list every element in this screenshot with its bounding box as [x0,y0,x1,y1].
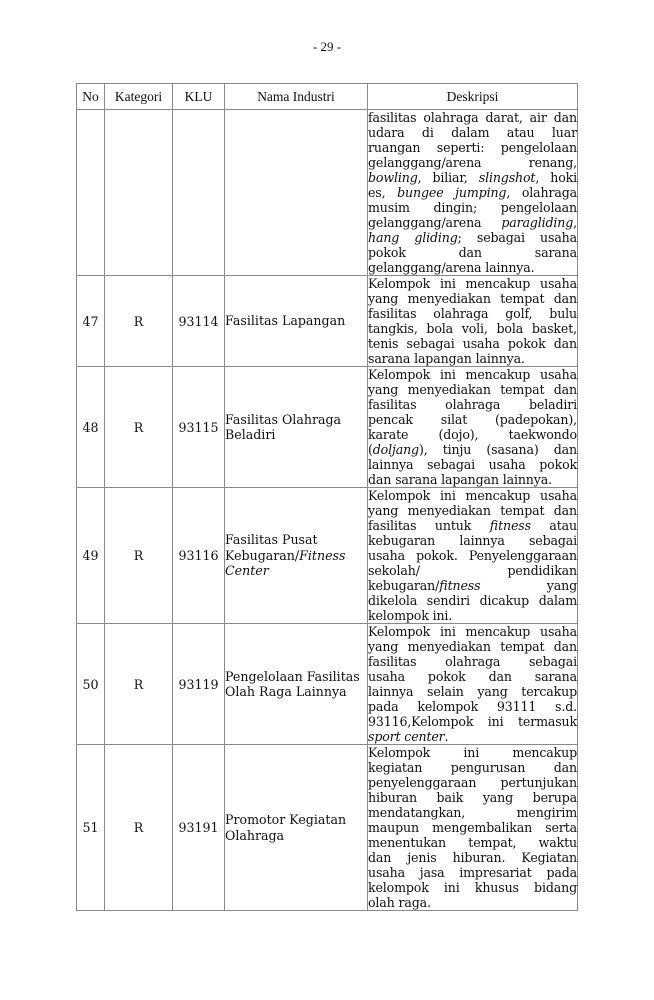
cell-nama-industri [225,624,368,745]
text-run: pencak silat (padepokan), [368,412,577,427]
cell-kategori: R [105,488,173,624]
deskripsi-line [368,427,577,442]
text-run: Kelompok ini mencakup usaha [368,367,577,382]
deskripsi-line [368,865,577,880]
text-run: sarana lapangan lainnya. [368,351,525,366]
deskripsi-line [368,215,577,230]
deskripsi-line [368,488,577,503]
cell-no: 51 [77,745,105,911]
text-run: gelanggang/arena [368,215,502,230]
cell-nama-industri [225,745,368,911]
deskripsi-line [368,397,577,412]
nama-line [225,427,367,443]
text-run: ), tinju (sasana) dan [418,442,577,457]
italic-term: Center [225,563,269,579]
italic-term: doljang [372,442,419,457]
header-kategori: Kategori [105,84,173,110]
text-run: Pengelolaan Fasilitas [225,668,360,684]
deskripsi-line [368,880,577,895]
deskripsi-line [368,699,577,714]
deskripsi-line [368,729,577,744]
deskripsi-line [368,533,577,548]
deskripsi-line [368,624,577,639]
text-run: kebugaran lainnya sebagai [368,533,577,548]
deskripsi-line [368,125,577,140]
deskripsi-line [368,518,577,533]
deskripsi-line [368,367,577,382]
cell-nama-industri [225,276,368,367]
cell-deskripsi [368,276,578,367]
text-run: , biliar, [417,170,479,185]
nama-line [225,532,367,548]
text-run: Kebugaran/ [225,547,300,563]
cell-no [77,110,105,276]
text-run: fasilitas untuk [368,518,490,533]
deskripsi-line [368,548,577,563]
text-run: usaha pokok. Penyelenggaraan [368,548,577,563]
deskripsi-line [368,306,577,321]
italic-term: Fitness [299,547,346,563]
text-run: yang menyediakan tempat dan [368,291,577,306]
text-run: olah raga. [368,895,431,910]
deskripsi-line [368,412,577,427]
text-run: yang menyediakan tempat dan [368,503,577,518]
text-run: ; sebagai usaha [457,230,577,245]
deskripsi-line [368,895,577,910]
text-run: gelanggang/arena renang, [368,155,577,170]
text-run: lainnya selain yang tercakup [368,684,577,699]
text-run: Promotor Kegiatan [225,812,347,827]
cell-kategori: R [105,367,173,488]
cell-no: 49 [77,488,105,624]
header-klu: KLU [173,84,225,110]
table-row [77,488,578,624]
italic-term: slingshot [478,170,536,185]
text-run: yang [480,578,577,593]
deskripsi-line [368,805,577,820]
text-run: udara di dalam atau luar [368,125,577,140]
nama-line [225,412,367,428]
text-run: Kelompok ini mencakup [368,745,577,760]
text-run: lainnya sebagai usaha pokok [368,457,577,472]
deskripsi-line [368,291,577,306]
deskripsi-line [368,654,577,669]
text-run: . [444,729,449,744]
deskripsi-line [368,200,577,215]
text-run: hiburan baik yang berupa [368,790,577,805]
text-run: Fasilitas Pusat [225,532,318,548]
nama-line [225,684,367,700]
text-run: Fasilitas Lapangan [225,313,346,329]
text-run: pada kelompok 93111 s.d. [368,699,577,714]
cell-no: 48 [77,367,105,488]
nama-line [225,563,367,579]
italic-term: bowling [368,170,418,185]
deskripsi-line [368,745,577,760]
cell-klu: 93191 [173,745,225,911]
text-run: , hoki [535,170,577,185]
text-run: dan sarana lapangan lainnya. [368,472,552,487]
text-run: ( [368,442,373,457]
italic-term: bungee jumping [397,185,507,200]
deskripsi-line [368,850,577,865]
text-run: fasilitas olahraga sebagai [368,654,577,669]
deskripsi-line [368,669,577,684]
deskripsi-line [368,578,577,593]
text-run: atau [530,518,577,533]
cell-deskripsi [368,745,578,911]
text-run: karate (dojo), taekwondo [368,427,577,442]
nama-line [225,313,367,329]
text-run: fasilitas olahraga beladiri [368,397,577,412]
cell-klu: 93119 [173,624,225,745]
table-row [77,745,578,911]
italic-term: sport center [368,729,445,744]
text-run: 93116,Kelompok ini termasuk [368,714,577,729]
text-run: Kelompok ini mencakup usaha [368,624,577,639]
text-run: musim dingin; pengelolaan [368,200,577,215]
text-run: kegiatan pengurusan dan [368,760,577,775]
text-run: Kelompok ini mencakup usaha [368,276,577,291]
cell-klu [173,110,225,276]
text-run: tenis sebagai usaha pokok dan [368,336,577,351]
deskripsi-line [368,442,577,457]
text-run: dan jenis hiburan. Kegiatan [368,850,577,865]
italic-term: fitness [439,578,481,593]
text-run: kelompok ini khusus bidang [368,880,577,895]
cell-kategori: R [105,624,173,745]
nama-line [225,548,367,564]
deskripsi-line [368,185,577,200]
deskripsi-line [368,790,577,805]
deskripsi-line [368,155,577,170]
nama-line [225,812,367,828]
text-run: penyelenggaraan pertunjukan [368,775,577,790]
cell-deskripsi [368,367,578,488]
deskripsi-line [368,230,577,245]
table-header-row [77,84,578,110]
deskripsi-line [368,563,577,578]
text-run: usaha jasa impresariat pada [368,865,577,880]
header-deskripsi: Deskripsi [368,84,578,110]
text-run: Beladiri [225,427,276,442]
cell-nama-industri [225,488,368,624]
text-run: fasilitas olahraga darat, air dan [368,110,577,125]
deskripsi-line [368,110,577,125]
cell-deskripsi [368,624,578,745]
text-run: Fasilitas Olahraga [225,411,342,427]
text-run: fasilitas olahraga golf, bulu [368,306,577,321]
deskripsi-line [368,835,577,850]
deskripsi-line [368,820,577,835]
deskripsi-line [368,260,577,275]
text-run: ruangan seperti: pengelolaan [368,140,577,155]
deskripsi-line [368,593,577,608]
deskripsi-line [368,775,577,790]
deskripsi-line [368,351,577,366]
cell-klu: 93114 [173,276,225,367]
deskripsi-line [368,170,577,185]
text-run: menentukan tempat, waktu [368,835,577,850]
text-run: Kelompok ini mencakup usaha [368,488,577,503]
text-run: yang menyediakan tempat dan [368,382,577,397]
italic-term: paragliding [501,215,574,230]
header-nama-industri: Nama Industri [225,84,368,110]
cell-deskripsi [368,110,578,276]
deskripsi-line [368,608,577,623]
nama-line [225,669,367,685]
table-row [77,367,578,488]
text-run: kebugaran/ [368,578,440,593]
deskripsi-line [368,639,577,654]
deskripsi-line [368,140,577,155]
italic-term: fitness [489,518,531,533]
deskripsi-line [368,714,577,729]
cell-kategori: R [105,745,173,911]
nama-line [225,828,367,844]
deskripsi-line [368,472,577,487]
deskripsi-line [368,684,577,699]
cell-klu: 93116 [173,488,225,624]
cell-kategori: R [105,276,173,367]
text-run: gelanggang/arena lainnya. [368,260,535,275]
deskripsi-line [368,321,577,336]
header-no: No [77,84,105,110]
text-run: maupun mengembalikan serta [368,820,577,835]
deskripsi-line [368,245,577,260]
deskripsi-line [368,336,577,351]
text-run: usaha pokok dan sarana [368,669,577,684]
table-row [77,110,578,276]
text-run: Olahraga [225,827,285,843]
text-run: , [573,215,577,230]
cell-deskripsi [368,488,578,624]
cell-no: 50 [77,624,105,745]
text-run: mendatangkan, mengirim [368,805,577,820]
text-run: Olah Raga Lainnya [225,684,347,699]
deskripsi-line [368,503,577,518]
cell-kategori [105,110,173,276]
text-run: es, [368,185,398,200]
deskripsi-line [368,276,577,291]
table-row [77,276,578,367]
text-run: sekolah/ pendidikan [368,563,577,578]
cell-klu: 93115 [173,367,225,488]
table-row [77,624,578,745]
italic-term: hang gliding [368,230,458,245]
deskripsi-line [368,457,577,472]
text-run: yang menyediakan tempat dan [368,639,577,654]
klu-table [76,83,578,911]
deskripsi-line [368,760,577,775]
text-run: kelompok ini. [368,608,453,623]
cell-no: 47 [77,276,105,367]
cell-nama-industri [225,110,368,276]
text-run: dikelola sendiri dicakup dalam [368,593,577,608]
page-number: - 29 - [312,39,342,54]
text-run: pokok dan sarana [368,245,577,260]
text-run: tangkis, bola voli, bola basket, [368,321,577,336]
text-run: , olahraga [506,185,577,200]
cell-nama-industri [225,367,368,488]
deskripsi-line [368,382,577,397]
